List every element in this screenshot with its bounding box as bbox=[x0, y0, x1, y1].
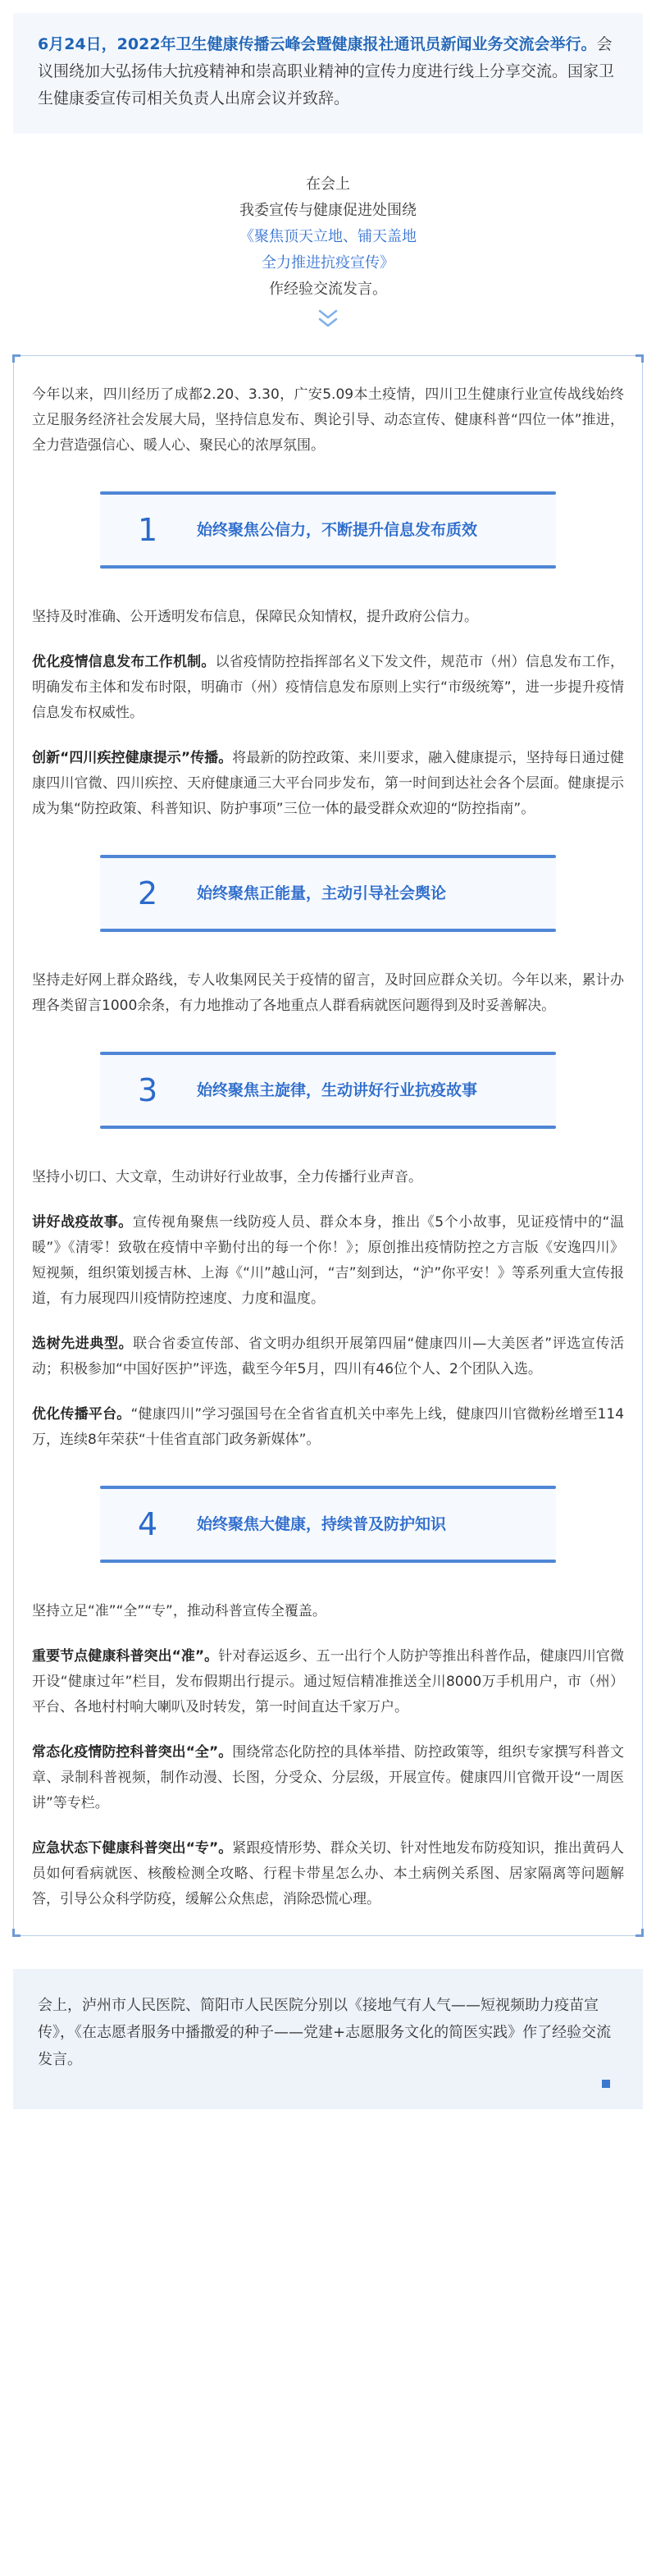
opening-paragraph: 今年以来，四川经历了成都2.20、3.30，广安5.09本土疫情，四川卫生健康行业宣传战线始终立足服务经济社会发展大局，坚持信息发布、舆论引导、动态宣传、健康科普“四位一体”推进，全力营造强信心、暖人心、聚民心的浓厚氛围。 bbox=[32, 386, 624, 454]
header-rule bbox=[100, 929, 556, 932]
paragraph bbox=[32, 746, 624, 822]
paragraph-text: 坚持走好网上群众路线，专人收集网民关于疫情的留言，及时回应群众关切。今年以来，累计办理各类留言1000余条，有力地推动了各地重点人群看病就医问题得到及时妥善解决。 bbox=[32, 972, 624, 1014]
main-content-frame bbox=[13, 355, 643, 1936]
speech-line-1: 在会上 bbox=[306, 176, 350, 193]
paragraph bbox=[32, 1331, 624, 1382]
speech-topic-line-2: 全力推进抗疫宣传》 bbox=[262, 254, 394, 272]
intro-lead: 6月24日，2022年卫生健康传播云峰会暨健康报社通讯员新闻业务交流会举行。 bbox=[38, 35, 597, 53]
speech-line-2: 我委宣传与健康促进处围绕 bbox=[239, 202, 417, 219]
paragraph-lead: 重要节点健康科普突出“准”。 bbox=[32, 1648, 219, 1665]
header-rule bbox=[100, 1560, 556, 1563]
paragraph bbox=[32, 1836, 624, 1912]
paragraph bbox=[32, 650, 624, 726]
paragraph bbox=[32, 1644, 624, 1720]
paragraph-text: 将最新的防控政策、来川要求，融入健康提示，坚持每日通过健康四川官微、四川疾控、天府健康通三大平台同步发布，第一时间到达社会各个层面。健康提示成为集“防控政策、科普知识、防护事项”三位一体的最受群众欢迎的“防控指南”。 bbox=[32, 750, 624, 817]
section-number: 1 bbox=[138, 512, 158, 548]
closing-text: 会上，泸州市人民医院、简阳市人民医院分别以《接地气有人气——短视频助力疫苗宣传》，《在志愿者服务中播撒爱的种子——党建+志愿服务文化的简医实践》作了经验交流发言。 bbox=[38, 1997, 612, 2068]
paragraph-text: 联合省委宣传部、省文明办组织开展第四届“健康四川—大美医者”评选宣传活动；积极参加“中国好医护”评选，截至今年5月，四川有46位个人、2个团队入选。 bbox=[32, 1336, 624, 1377]
section-header-3 bbox=[100, 1052, 556, 1129]
intro-box bbox=[13, 13, 643, 134]
intro-text: 会议围绕加大弘扬伟大抗疫精神和崇高职业精神的宣传力度进行线上分享交流。国家卫生健康委宣传司相关负责人出席会议并致辞。 bbox=[38, 35, 615, 107]
paragraph bbox=[32, 1740, 624, 1816]
header-rule bbox=[100, 1126, 556, 1129]
section-title: 始终聚焦公信力，不断提升信息发布质效 bbox=[197, 521, 478, 539]
paragraph-lead: 创新“四川疾控健康提示”传播。 bbox=[32, 750, 233, 766]
speech-topic-line-1: 《聚焦顶天立地、铺天盖地 bbox=[239, 228, 417, 245]
header-rule bbox=[100, 565, 556, 569]
paragraph-lead: 优化疫情信息发布工作机制。 bbox=[32, 654, 216, 670]
section-number: 2 bbox=[138, 875, 158, 911]
paragraph bbox=[32, 1599, 624, 1624]
frame-corner bbox=[636, 354, 644, 363]
speech-block bbox=[0, 171, 656, 332]
section-title: 始终聚焦大健康，持续普及防护知识 bbox=[197, 1515, 447, 1533]
double-chevron-down-icon bbox=[317, 308, 339, 332]
section-number: 3 bbox=[138, 1072, 158, 1108]
section-header-4 bbox=[100, 1486, 556, 1563]
paragraph bbox=[32, 1402, 624, 1453]
section-header-1 bbox=[100, 491, 556, 569]
paragraph-lead: 常态化疫情防控科普突出“全”。 bbox=[32, 1744, 233, 1761]
frame-corner bbox=[12, 354, 20, 363]
paragraph bbox=[32, 605, 624, 630]
paragraph-text: 以省疫情防控指挥部名义下发文件，规范市（州）信息发布工作，明确发布主体和发布时限，明确市（州）疫情信息发布原则上实行“市级统筹”，进一步提升疫情信息发布权威性。 bbox=[32, 654, 625, 721]
paragraph bbox=[32, 968, 624, 1019]
paragraph-text: “健康四川”学习强国号在全省省直机关中率先上线，健康四川官微粉丝增至114万，连续8年荣获“十佳省直部门政务新媒体”。 bbox=[32, 1406, 625, 1448]
section-title: 始终聚焦正能量，主动引导社会舆论 bbox=[197, 884, 447, 902]
paragraph-lead: 优化传播平台。 bbox=[32, 1406, 131, 1423]
paragraph-lead: 选树先进典型。 bbox=[32, 1336, 134, 1352]
paragraph-lead: 讲好战疫故事。 bbox=[32, 1214, 133, 1231]
paragraph-text: 紧跟疫情形势、群众关切、针对性地发布防疫知识，推出黄码人员如何看病就医、核酸检测全攻略、行程卡带星怎么办、本土病例关系图、居家隔离等问题解答，引导公众科学防疫，缓解公众焦虑，消除恐慌心理。 bbox=[32, 1840, 624, 1907]
paragraph bbox=[32, 1165, 624, 1190]
paragraph-lead: 应急状态下健康科普突出“专”。 bbox=[32, 1840, 233, 1857]
frame-corner bbox=[636, 1929, 644, 1937]
paragraph-text: 围绕常态化防控的具体举措、防控政策等，组织专家撰写科普文章、录制科普视频，制作动漫、长图，分受众、分层级，开展宣传。健康四川官微开设“一周医讲”等专栏。 bbox=[32, 1744, 624, 1811]
speech-line-5: 作经验交流发言。 bbox=[269, 281, 387, 298]
section-number: 4 bbox=[138, 1506, 158, 1542]
paragraph bbox=[32, 1210, 624, 1312]
paragraph-text: 针对春运返乡、五一出行个人防护等推出科普作品，健康四川官微开设“健康过年”栏目，发布假期出行提示。通过短信精准推送全川8000万手机用户，市（州）平台、各地村村响大喇叭及时转发，第一时间直达千家万户。 bbox=[32, 1648, 624, 1715]
paragraph-text: 坚持及时准确、公开透明发布信息，保障民众知情权，提升政府公信力。 bbox=[32, 609, 478, 625]
closing-box bbox=[13, 1969, 643, 2109]
square-marker-icon bbox=[602, 2080, 610, 2088]
paragraph-text: 坚持立足“准”“全”“专”，推动科普宣传全覆盖。 bbox=[32, 1603, 326, 1619]
frame-corner bbox=[12, 1929, 20, 1937]
paragraph-text: 宣传视角聚焦一线防疫人员、群众本身，推出《5个小故事，见证疫情中的“温暖”》《清零！致敬在疫情中辛勤付出的每一个你！》；原创推出疫情防控之方言版《安逸四川》短视频，组织策划援吉林、上海《“川”越山河，“吉”刻到达，“沪”你平安！》等系列重大宣传报道，有力展现四川疫情防控速度、力度和温度。 bbox=[32, 1214, 625, 1307]
section-title: 始终聚焦主旋律，生动讲好行业抗疫故事 bbox=[197, 1081, 478, 1099]
section-header-2 bbox=[100, 855, 556, 932]
paragraph-text: 坚持小切口、大文章，生动讲好行业故事，全力传播行业声音。 bbox=[32, 1169, 422, 1185]
